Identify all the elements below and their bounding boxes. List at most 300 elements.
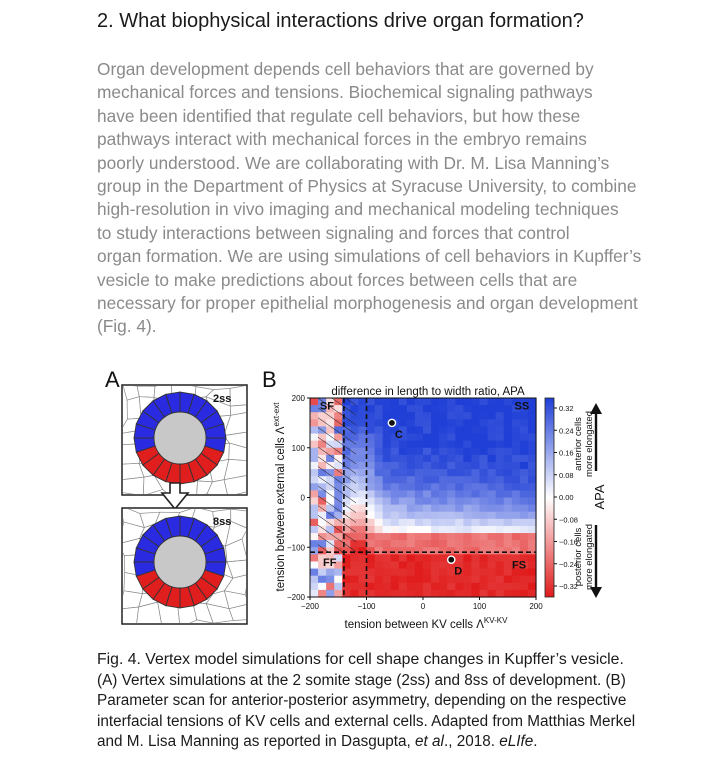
heatmap-cell — [439, 526, 448, 534]
heatmap-cell — [399, 540, 408, 548]
heatmap-cell — [367, 526, 376, 534]
heatmap-cell — [407, 490, 416, 498]
heatmap-cell — [439, 469, 448, 477]
heatmap-cell — [383, 576, 392, 584]
stage-label-2ss: 2ss — [213, 393, 232, 405]
region-label-sf: SF — [319, 400, 334, 413]
heatmap-cell — [488, 419, 497, 427]
caption-line — [97, 732, 697, 753]
body-line: vesicle to make predictions about forces between cells that are — [97, 269, 578, 290]
heatmap-cell — [488, 498, 497, 506]
heatmap-cell — [423, 398, 432, 406]
heatmap-cell — [463, 462, 472, 470]
heatmap-cell — [407, 434, 416, 442]
heatmap-cell — [431, 434, 440, 442]
colorbar-label: APA — [592, 484, 607, 510]
heatmap-cell — [399, 526, 408, 534]
y-axis-ticks — [287, 394, 310, 602]
heatmap-cell — [431, 455, 440, 463]
heatmap-cell — [415, 498, 424, 506]
heatmap-cell — [463, 505, 472, 513]
heatmap-cell — [383, 583, 392, 591]
heatmap-cell — [520, 490, 529, 498]
colorbar-tick-label: −0.32 — [559, 582, 578, 591]
heatmap-cell — [488, 569, 497, 577]
heatmap-cell — [318, 576, 327, 584]
heatmap-cell — [415, 462, 424, 470]
heatmap-cell — [439, 412, 448, 420]
heatmap-cell — [447, 483, 456, 491]
heatmap-cell — [399, 405, 408, 413]
heatmap-cell — [407, 519, 416, 527]
heatmap-cell — [520, 434, 529, 442]
heatmap-cell — [383, 547, 392, 555]
heatmap-cell — [439, 533, 448, 541]
heatmap-cell — [488, 469, 497, 477]
heatmap-cell — [447, 419, 456, 427]
heatmap-cell — [423, 419, 432, 427]
heatmap-cell — [399, 519, 408, 527]
heatmap-cell — [423, 576, 432, 584]
heatmap-cell — [496, 476, 505, 484]
heatmap-cell — [512, 412, 521, 420]
y-tick-label: 200 — [291, 394, 305, 403]
heatmap-cell — [423, 569, 432, 577]
heatmap-cell — [447, 412, 456, 420]
heatmap-cell — [480, 490, 489, 498]
heatmap-cell — [423, 498, 432, 506]
heatmap-cell — [504, 576, 513, 584]
heatmap-cell — [480, 476, 489, 484]
heatmap-cell — [310, 398, 319, 406]
heatmap-cell — [399, 419, 408, 427]
heatmap-cell — [520, 412, 529, 420]
heatmap-cell — [480, 455, 489, 463]
heatmap-cell — [520, 505, 529, 513]
x-axis-ticks — [301, 597, 543, 611]
heatmap-cell — [415, 426, 424, 434]
heatmap-cell — [375, 554, 384, 562]
heatmap-cell — [447, 476, 456, 484]
heatmap-cell — [480, 505, 489, 513]
heatmap-cell — [439, 576, 448, 584]
heatmap-cell — [504, 412, 513, 420]
heatmap-cell — [528, 561, 537, 569]
heatmap-cell — [447, 455, 456, 463]
heatmap-cell — [455, 490, 464, 498]
heatmap-cell — [399, 547, 408, 555]
heatmap-cell — [439, 512, 448, 520]
heatmap-cell — [415, 519, 424, 527]
colorbar-tick-label: 0.00 — [559, 493, 574, 502]
heatmap-cell — [399, 533, 408, 541]
heatmap-cell — [528, 476, 537, 484]
heatmap-cell — [463, 455, 472, 463]
heatmap-cell — [375, 412, 384, 420]
heatmap-cell — [496, 512, 505, 520]
heatmap-cell — [528, 419, 537, 427]
heatmap-cell — [310, 583, 319, 591]
heatmap-cell — [350, 583, 359, 591]
heatmap-cell — [520, 590, 529, 598]
heatmap-cell — [375, 490, 384, 498]
heatmap-cell — [423, 405, 432, 413]
heatmap-cell — [367, 448, 376, 456]
heatmap-cell — [496, 519, 505, 527]
heatmap-cell — [528, 455, 537, 463]
heatmap-cell — [415, 526, 424, 534]
y-axis-label — [272, 402, 287, 592]
heatmap-cell — [439, 405, 448, 413]
heatmap-cell — [383, 483, 392, 491]
heatmap-cell — [439, 448, 448, 456]
body-line: Organ development depends cell behaviors that are governed by — [97, 59, 594, 79]
point-c — [388, 419, 395, 426]
heatmap-cell — [423, 426, 432, 434]
heatmap-cell — [399, 476, 408, 484]
heatmap-cell — [415, 583, 424, 591]
heatmap-cell — [455, 448, 464, 456]
heatmap-cell — [455, 590, 464, 598]
heatmap-cell — [463, 590, 472, 598]
mesh-cell — [127, 397, 141, 420]
heatmap-cell — [391, 561, 400, 569]
heatmap-cell — [480, 590, 489, 598]
heatmap-cell — [528, 469, 537, 477]
heatmap-cell — [488, 441, 497, 449]
heatmap-cell — [391, 547, 400, 555]
heatmap-cell — [471, 412, 480, 420]
heatmap-cell — [447, 426, 456, 434]
heatmap-cell — [310, 576, 319, 584]
heatmap-cell — [399, 455, 408, 463]
heatmap-cell — [471, 498, 480, 506]
heatmap-cell — [488, 448, 497, 456]
heatmap-cell — [504, 490, 513, 498]
heatmap-cell — [447, 448, 456, 456]
heatmap-cell — [439, 441, 448, 449]
heatmap-cell — [471, 533, 480, 541]
heatmap-cell — [520, 483, 529, 491]
heatmap-cell — [496, 412, 505, 420]
posterior-line-1: posterior cells — [573, 527, 584, 587]
region-label-ss: SS — [514, 400, 530, 413]
heatmap-cell — [423, 526, 432, 534]
heatmap-cell — [447, 512, 456, 520]
hatched-region — [318, 398, 356, 553]
heatmap-cell — [447, 469, 456, 477]
heatmap-cell — [431, 490, 440, 498]
heatmap-cell — [463, 441, 472, 449]
heatmap-cell — [463, 519, 472, 527]
heatmap-cell — [423, 561, 432, 569]
x-axis-label-main: tension between KV cells Λ — [344, 619, 484, 631]
heatmap-cell — [488, 398, 497, 406]
heatmap-cell — [504, 512, 513, 520]
heatmap-cell — [383, 469, 392, 477]
heatmap-cell — [463, 554, 472, 562]
heatmap-cell — [488, 412, 497, 420]
heatmap-cell — [399, 512, 408, 520]
heatmap-cell — [399, 561, 408, 569]
heatmap-cell — [399, 590, 408, 598]
heatmap-cell — [504, 405, 513, 413]
heatmap-cell — [463, 576, 472, 584]
heatmap-cell — [423, 590, 432, 598]
heatmap-cell — [455, 398, 464, 406]
colorbar-tick-label: 0.24 — [559, 426, 574, 436]
heatmap-cell — [310, 547, 319, 555]
heatmap-cell — [415, 412, 424, 420]
heatmap-cell — [318, 569, 327, 577]
heatmap-cell — [326, 576, 335, 584]
x-tick-label: 100 — [472, 602, 487, 611]
heatmap-cell — [415, 554, 424, 562]
heatmap-cell — [512, 583, 521, 591]
heatmap-cell — [423, 512, 432, 520]
heatmap-cell — [375, 405, 384, 413]
x-axis-label — [345, 616, 509, 631]
heatmap-cell — [528, 505, 537, 513]
heatmap-cell — [310, 469, 319, 477]
heatmap-cell — [383, 519, 392, 527]
heatmap-cell — [318, 583, 327, 591]
stage-label-8ss: 8ss — [213, 516, 232, 528]
heatmap-cell — [375, 576, 384, 584]
heatmap-cell — [447, 540, 456, 548]
heatmap-cell — [528, 512, 537, 520]
heatmap-cell — [488, 476, 497, 484]
heatmap-cell — [520, 419, 529, 427]
heatmap-cell — [504, 483, 513, 491]
heatmap-cell — [310, 441, 319, 449]
heatmap-cell — [310, 554, 319, 562]
heatmap-cell — [504, 476, 513, 484]
heatmap-cell — [334, 590, 343, 598]
heatmap-cell — [375, 498, 384, 506]
heatmap-cell — [407, 576, 416, 584]
heatmap-cell — [504, 590, 513, 598]
heatmap-title: difference in length to width ratio, APA — [331, 386, 525, 398]
heatmap-cell — [447, 405, 456, 413]
heatmap-cell — [520, 519, 529, 527]
heatmap-cell — [480, 426, 489, 434]
heatmap-cell — [471, 561, 480, 569]
heatmap-cell — [383, 526, 392, 534]
heatmap-cell — [375, 590, 384, 598]
heatmap-cell — [455, 547, 464, 555]
heatmap-cell — [423, 455, 432, 463]
heatmap-cell — [496, 469, 505, 477]
heatmap-cell — [391, 469, 400, 477]
heatmap-cell — [471, 398, 480, 406]
heatmap-cell — [375, 583, 384, 591]
heatmap-cell — [399, 469, 408, 477]
heatmap-cell — [528, 483, 537, 491]
heatmap-cell — [512, 441, 521, 449]
heatmap-cell — [391, 505, 400, 513]
heatmap-cell — [512, 576, 521, 584]
heatmap-cell — [512, 512, 521, 520]
heatmap-cell — [367, 583, 376, 591]
heatmap-cell — [471, 434, 480, 442]
heatmap-cell — [512, 483, 521, 491]
heatmap-cell — [496, 498, 505, 506]
heatmap-cell — [528, 519, 537, 527]
heatmap-cell — [318, 590, 327, 598]
heatmap-cell — [407, 419, 416, 427]
heatmap-cell — [512, 426, 521, 434]
body-line: organ formation. We are using simulations of cell behaviors in Kupffer’s — [97, 246, 642, 267]
heatmap-cell — [528, 462, 537, 470]
heatmap-cell — [367, 462, 376, 470]
heatmap-cell — [431, 540, 440, 548]
heatmap-cell — [504, 441, 513, 449]
heatmap-cell — [471, 590, 480, 598]
y-tick-label: −200 — [286, 593, 305, 602]
heatmap-cell — [399, 412, 408, 420]
heatmap-cell — [528, 490, 537, 498]
heatmap-cell — [447, 533, 456, 541]
heatmap-cell — [471, 426, 480, 434]
heatmap-cell — [310, 434, 319, 442]
heatmap-cell — [375, 512, 384, 520]
x-tick-label: 200 — [529, 602, 543, 611]
heatmap-cell — [367, 519, 376, 527]
heatmap-cell — [391, 519, 400, 527]
heatmap-cell — [439, 561, 448, 569]
body-line: necessary for proper epithelial morphogenesis and organ development — [97, 293, 638, 314]
heatmap-cell — [375, 419, 384, 427]
heatmap-cell — [512, 533, 521, 541]
colorbar-tick-label: −0.24 — [559, 559, 578, 569]
heatmap-cell — [447, 462, 456, 470]
heatmap-cell — [383, 398, 392, 406]
caption-line: (A) Vertex simulations at the 2 somite stage (2ss) and 8ss of development. (B) — [97, 671, 626, 689]
heatmap-cell — [463, 448, 472, 456]
heatmap-cell — [528, 583, 537, 591]
heatmap-cell — [463, 547, 472, 555]
body-line: have been identified that regulate cell behaviors, but how these — [97, 105, 581, 126]
heatmap-cell — [415, 505, 424, 513]
heatmap-cell — [407, 569, 416, 577]
heatmap-cell — [399, 483, 408, 491]
heatmap-cell — [367, 405, 376, 413]
heatmap-cell — [399, 505, 408, 513]
heatmap-cell — [407, 441, 416, 449]
heatmap-cell — [488, 547, 497, 555]
heatmap-cell — [431, 576, 440, 584]
caption-title: Fig. 4. Vertex model simulations for cell shape changes in Kupffer’s vesicle. — [97, 651, 624, 668]
heatmap-cell — [383, 476, 392, 484]
heatmap-cell — [431, 533, 440, 541]
heatmap-cell — [480, 469, 489, 477]
heatmap-cell — [407, 426, 416, 434]
heatmap-cell — [391, 569, 400, 577]
heatmap-cell — [399, 554, 408, 562]
heatmap-cell — [463, 583, 472, 591]
heatmap-cell — [439, 476, 448, 484]
heatmap-cell — [375, 540, 384, 548]
heatmap-cell — [407, 448, 416, 456]
heatmap-cell — [407, 498, 416, 506]
heatmap-cell — [504, 505, 513, 513]
heatmap-cell — [520, 498, 529, 506]
heatmap-cell — [488, 483, 497, 491]
heatmap-cell — [310, 490, 319, 498]
heatmap-cell — [504, 519, 513, 527]
heatmap-cell — [367, 434, 376, 442]
body-line: poorly understood. We are collaborating with Dr. M. Lisa Manning’s — [97, 152, 610, 173]
heatmap-cell — [415, 469, 424, 477]
heatmap-cell — [407, 505, 416, 513]
heatmap-cell — [367, 476, 376, 484]
heatmap-cell — [520, 476, 529, 484]
heatmap-cell — [334, 583, 343, 591]
heatmap-cell — [310, 412, 319, 420]
heatmap-cell — [375, 434, 384, 442]
heatmap-cell — [455, 455, 464, 463]
point-label-c: C — [394, 428, 403, 441]
heatmap-cell — [488, 434, 497, 442]
heatmap-cell — [471, 554, 480, 562]
heatmap-cell — [471, 419, 480, 427]
heatmap-cell — [367, 576, 376, 584]
heatmap-cell — [415, 490, 424, 498]
heatmap-cell — [391, 462, 400, 470]
heatmap-cell — [528, 590, 537, 598]
x-axis-label-sup: KV-KV — [483, 616, 508, 625]
heatmap-cell — [399, 448, 408, 456]
heatmap-cell — [367, 483, 376, 491]
heatmap-cell — [480, 448, 489, 456]
heatmap-cell — [399, 583, 408, 591]
heatmap-cell — [383, 498, 392, 506]
heatmap-cell — [504, 462, 513, 470]
heatmap-cell — [463, 540, 472, 548]
caption-line: Parameter scan for anterior-posterior asymmetry, depending on the respective — [97, 692, 627, 709]
heatmap-cell — [471, 512, 480, 520]
heatmap-cell — [520, 441, 529, 449]
heatmap-cell — [455, 505, 464, 513]
heatmap-cell — [375, 455, 384, 463]
heatmap-cell — [423, 505, 432, 513]
heatmap-cell — [391, 576, 400, 584]
heatmap-cell — [528, 398, 537, 406]
heatmap-cell — [407, 476, 416, 484]
heatmap-cell — [480, 554, 489, 562]
heatmap-cell — [455, 498, 464, 506]
heatmap-cell — [447, 490, 456, 498]
section-heading: 2. What biophysical interactions drive organ formation? — [97, 10, 584, 32]
heatmap-cell — [391, 498, 400, 506]
heatmap-cell — [471, 505, 480, 513]
heatmap-cell — [455, 462, 464, 470]
heatmap-cell — [471, 583, 480, 591]
heatmap-cell — [512, 547, 521, 555]
heatmap-cell — [350, 569, 359, 577]
heatmap-cell — [326, 583, 335, 591]
heatmap-cell — [520, 462, 529, 470]
heatmap-cell — [391, 554, 400, 562]
heatmap-cell — [504, 469, 513, 477]
heatmap-cell — [431, 526, 440, 534]
heatmap-cell — [471, 540, 480, 548]
heatmap-cell — [480, 540, 489, 548]
heatmap-cell — [480, 583, 489, 591]
y-tick-label: −100 — [286, 543, 305, 553]
heatmap-cell — [512, 519, 521, 527]
